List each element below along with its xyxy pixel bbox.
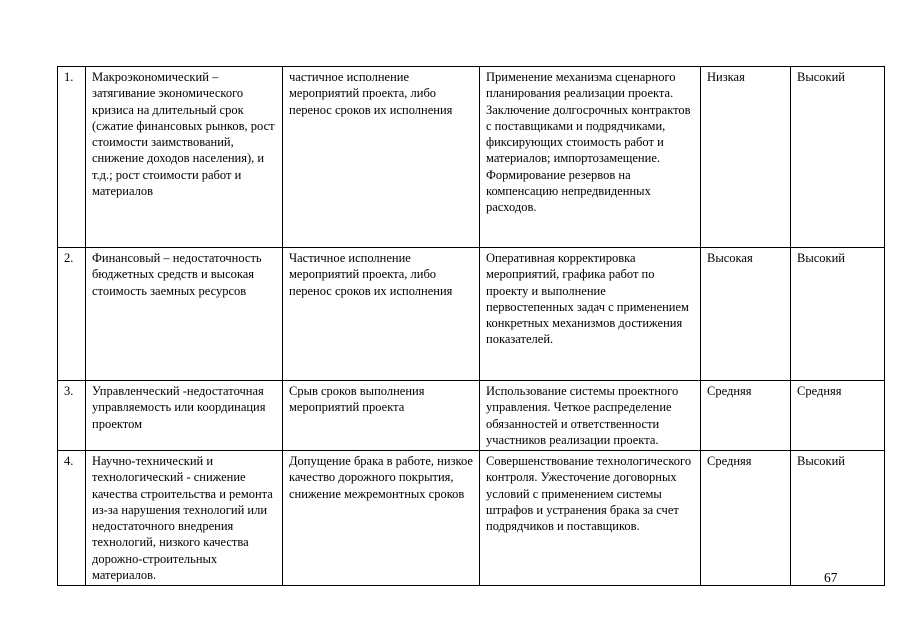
cell-impact: Высокий [791,451,885,586]
cell-probability: Высокая [701,248,791,381]
cell-risk: Управленческий -недостаточная управляемость или координация проектом [86,381,283,451]
cell-risk: Научно-технический и технологический - снижение качества строительства и ремонта из-за нарушения технологий или недостаточного внедрения технологий, низкого качества дорожно-строительных материалов. [86,451,283,586]
cell-risk: Финансовый – недостаточность бюджетных средств и высокая стоимость заемных ресурсов [86,248,283,381]
table-row [58,67,885,248]
cell-number: 4. [58,451,86,586]
cell-number: 3. [58,381,86,451]
risk-table [57,66,885,586]
cell-impact: Высокий [791,248,885,381]
cell-probability: Низкая [701,67,791,248]
table-row [58,451,885,586]
cell-probability: Средняя [701,381,791,451]
table-row [58,381,885,451]
cell-risk: Макроэкономический – затягивание экономического кризиса на длительный срок (сжатие финансовых рынков, рост стоимости заимствований, снижение доходов населения), и т.д.; рост стоимости работ и материалов [86,67,283,248]
cell-impact: Средняя [791,381,885,451]
cell-measures: Применение механизма сценарного планирования реализации проекта. Заключение долгосрочных контрактов с поставщиками и подрядчиками, фиксирующих стоимость работ и материалов; импортозамещение. Формирование резервов на компенсацию непредвиденных расходов. [480,67,701,248]
cell-measures: Оперативная корректировка мероприятий, графика работ по проекту и выполнение первостепенных задач с применением конкретных механизмов достижения показателей. [480,248,701,381]
cell-measures: Использование системы проектного управления. Четкое распределение обязанностей и ответственности участников реализации проекта. [480,381,701,451]
cell-consequence: Частичное исполнение мероприятий проекта, либо перенос сроков их исполнения [283,248,480,381]
cell-consequence: Допущение брака в работе, низкое качество дорожного покрытия, снижение межремонтных сроков [283,451,480,586]
cell-consequence: частичное исполнение мероприятий проекта, либо перенос сроков их исполнения [283,67,480,248]
cell-measures: Совершенствование технологического контроля. Ужесточение договорных условий с применением системы штрафов и устранения брака за счет подрядчиков и поставщиков. [480,451,701,586]
page-number: 67 [824,570,838,585]
cell-number: 1. [58,67,86,248]
table-row [58,248,885,381]
cell-number: 2. [58,248,86,381]
cell-impact: Высокий [791,67,885,248]
cell-consequence: Срыв сроков выполнения мероприятий проекта [283,381,480,451]
cell-probability: Средняя [701,451,791,586]
